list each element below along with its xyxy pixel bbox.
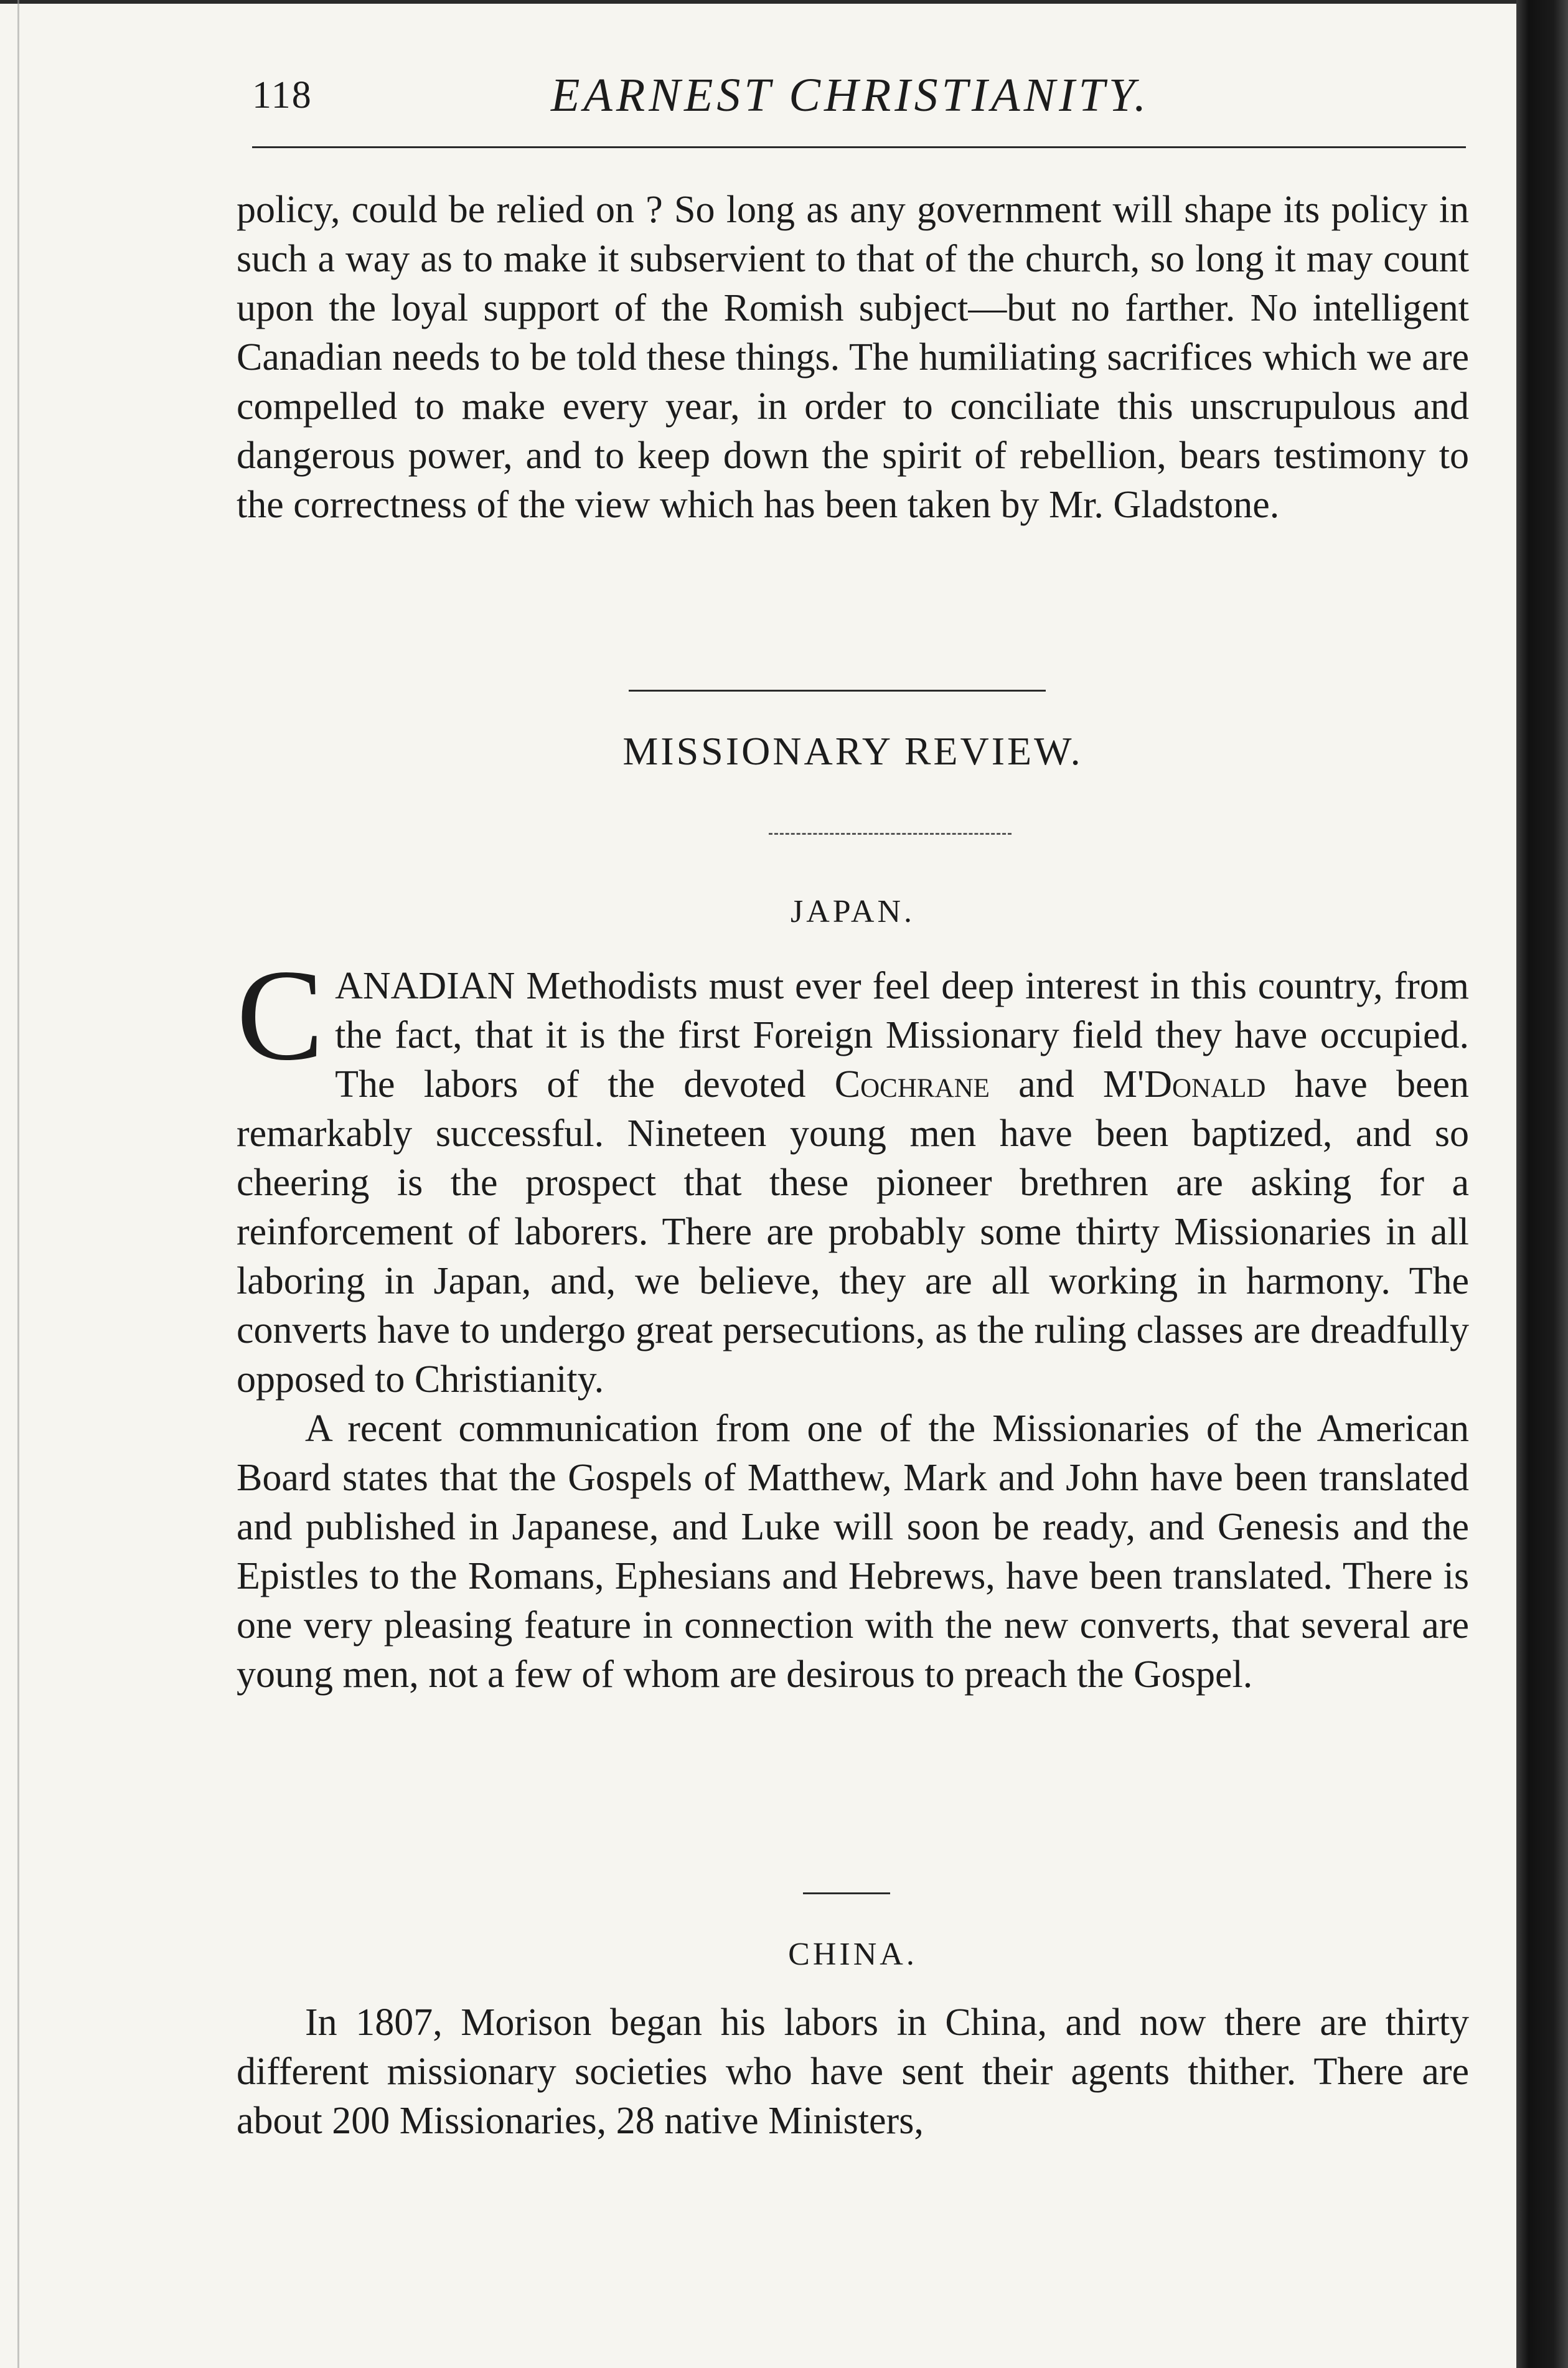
intro-section bbox=[237, 186, 1469, 530]
china-paragraph-1: In 1807, Morison began his labors in China, and now there are thirty different missionary societies who have sent their agents thither. There are about 200 Missionaries, 28 native Ministers, bbox=[237, 2001, 1469, 2142]
page-number: 118 bbox=[252, 74, 312, 116]
page-top-edge bbox=[0, 0, 1568, 4]
paragraph-text: Methodists must ever feel deep interest in this country, from the fact, that it is the first Foreign Missionary field they have occupied. The labors of the devoted bbox=[335, 965, 1469, 1106]
lead-word: ANADIAN bbox=[335, 965, 515, 1007]
intro-paragraph: policy, could be relied on ? So long as any government will shape its policy in such a way as to make it subservient to that of the church, so long it may count upon the loyal support of the Romish subject—but no farther. No intelligent Canadian needs to be told these things. The humiliating sacrifices which we are compelled to make every year, in order to conciliate this unscrupulous and dangerous power, and to keep down the spirit of rebellion, bears testimony to the correctness of the view which has been taken by Mr. Gladstone. bbox=[237, 189, 1469, 526]
japan-paragraph-1 bbox=[237, 943, 1469, 1404]
japan-paragraph-2: A recent communication from one of the Missionaries of the American Board states that the Gospels of Matthew, Mark and John have been translated and published in Japanese, and Luke will soon be ready, and Genesis and the Epistles to the Romans, Ephesians and Hebrews, have been translated. There is one very pleasing feature in connection with the new converts, that several are young men, not a few of whom are desirous to preach the Gospel. bbox=[237, 1407, 1469, 1696]
missionary-name: Cochrane bbox=[834, 1063, 990, 1106]
book-binding-shadow bbox=[1516, 0, 1568, 2368]
page-header bbox=[252, 68, 1466, 137]
drop-cap: C bbox=[237, 943, 324, 1088]
subsection-title-china: CHINA. bbox=[788, 1937, 918, 1972]
section-title: MISSIONARY REVIEW. bbox=[622, 729, 1083, 773]
section-divider bbox=[629, 690, 1046, 692]
header-rule bbox=[252, 146, 1466, 148]
subsection-title-japan: JAPAN. bbox=[790, 894, 916, 929]
paragraph-text: have been remarkably successful. Nineteen young men have been baptized, and so cheering is the prospect that these pioneer brethren are asking for a reinforcement of laborers. There are probably some thirty Missionaries in all laboring in Japan, and, we believe, they are all working in harmony. The converts have to undergo great persecutions, as the ruling classes are dreadfully opposed to Christianity. bbox=[237, 1063, 1469, 1401]
japan-section bbox=[237, 943, 1469, 1699]
china-section bbox=[237, 1998, 1469, 2146]
missionary-name: M'Donald bbox=[1102, 1063, 1266, 1106]
paragraph-text: and bbox=[989, 1063, 1103, 1106]
dotted-divider bbox=[769, 833, 1012, 835]
subsection-divider bbox=[803, 1892, 890, 1894]
running-title: EARNEST CHRISTIANITY. bbox=[551, 69, 1150, 121]
page-left-edge bbox=[17, 0, 19, 2368]
